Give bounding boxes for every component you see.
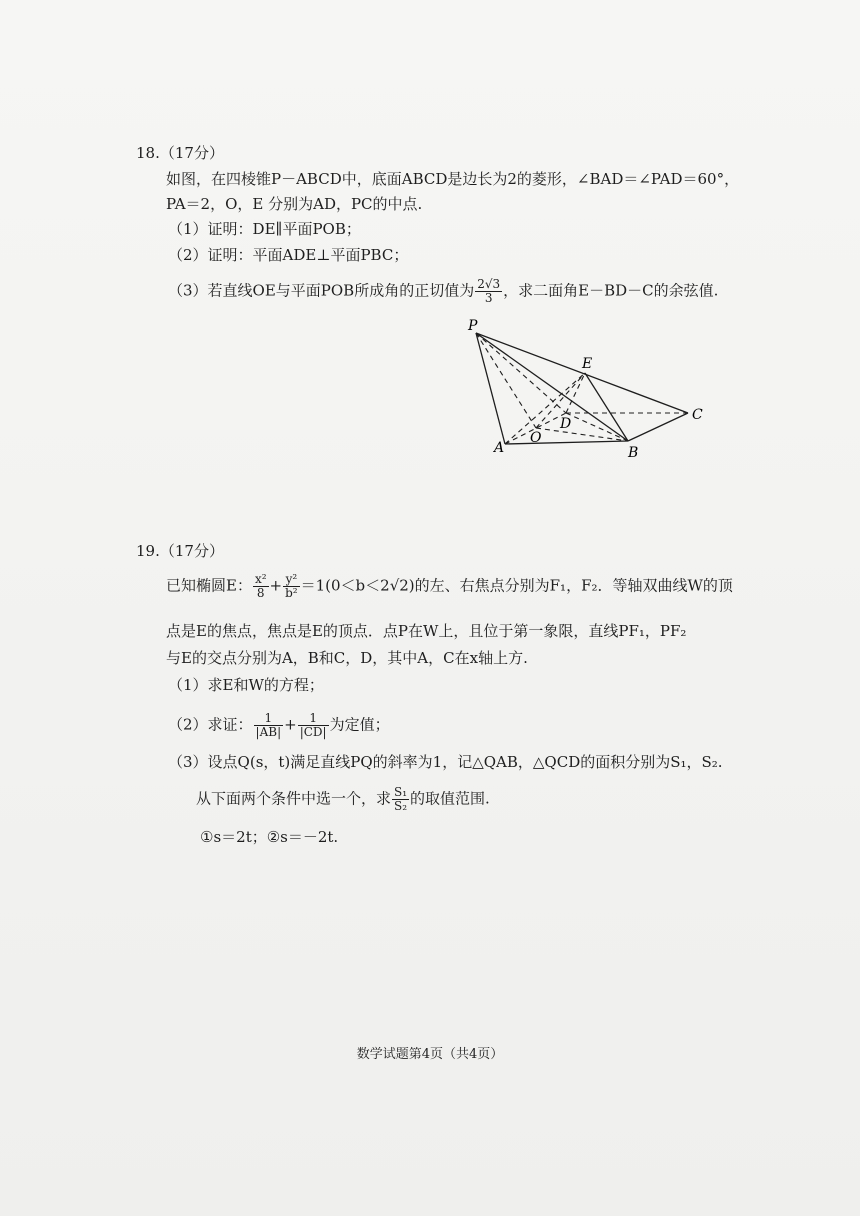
ellipse-y-term [283, 573, 300, 600]
abs-CD: |CD| [299, 725, 327, 739]
label-A: A [494, 440, 505, 456]
edge-PB [476, 333, 628, 441]
edge-PO [476, 333, 536, 428]
q19-part2-text-a: （2）求证： [168, 715, 253, 734]
label-P: P [468, 318, 478, 334]
q19-stem-line1 [166, 573, 733, 600]
q18-stem-line1: 如图，在四棱锥P－ABCD中，底面ABCD是边长为2的菱形，∠BAD＝∠PAD＝60°， [166, 170, 740, 188]
pyramid-figure [460, 315, 720, 465]
page-footer: 数学试题第4页（共4页） [356, 1047, 504, 1062]
fraction-1-over-AB [254, 712, 284, 739]
q19-stem-text-b: ＝1(0＜b＜2√2)的左、右焦点分别为F₁，F₂．等轴双曲线W的顶 [300, 576, 733, 595]
q19-part3: （3）设点Q(s，t)满足直线PQ的斜率为1，记△QAB，△QCD的面积分别为S₁，S₂. [168, 753, 723, 771]
tangent-fraction-numerator: 2√3 [477, 277, 501, 291]
q18-part3-text-b: ，求二面角E－BD－C的余弦值. [503, 281, 719, 300]
y-squared: y² [283, 573, 300, 587]
q19-part3-choice-text-b: 的取值范围. [410, 789, 490, 808]
denominator-8: 8 [256, 586, 265, 600]
edge-PC [476, 333, 688, 413]
edge-OB [536, 428, 628, 441]
q19-part1: （1）求E和W的方程； [168, 676, 324, 694]
q19-part3-choice-text-a: 从下面两个条件中选一个，求 [196, 789, 392, 808]
q18-stem-line2: PA＝2，O，E 分别为AD，PC的中点. [166, 195, 423, 213]
label-B: B [628, 445, 639, 461]
q19-part2-text-b: 为定值； [329, 715, 390, 734]
label-D: D [560, 416, 572, 432]
tangent-fraction-denominator: 3 [484, 291, 493, 305]
edge-BE [585, 373, 628, 441]
fraction-S1-over-S2 [392, 786, 409, 813]
ellipse-x-term [253, 573, 269, 600]
plus-sign: + [269, 576, 283, 595]
q18-part2: （2）证明：平面ADE⊥平面PBC； [168, 246, 409, 264]
q18-part1: （1）证明：DE∥平面POB； [168, 220, 361, 238]
q19-stem-line2: 点是E的焦点，焦点是E的顶点．点P在W上，且位于第一象限，直线PF₁，PF₂ [166, 622, 687, 640]
abs-AB: |AB| [255, 725, 282, 739]
S1: S₁ [394, 785, 408, 799]
b-squared: b² [285, 586, 298, 600]
q19-part2 [168, 712, 390, 739]
q19-part3-choice [196, 786, 490, 813]
edge-DE [566, 373, 585, 413]
label-O: O [530, 430, 542, 446]
plus-sign-2: + [284, 715, 297, 734]
q19-stem-text-a: 已知椭圆E： [166, 576, 252, 595]
tangent-fraction [475, 278, 502, 305]
q18-header: 18.（17分） [136, 144, 224, 162]
x-squared: x² [254, 572, 267, 586]
q19-stem-line3: 与E的交点分别为A，B和C，D，其中A，C在x轴上方. [166, 649, 528, 667]
q19-header: 19.（17分） [136, 542, 224, 560]
edge-BC [628, 413, 688, 441]
q18-part3-text-a: （3）若直线OE与平面POB所成角的正切值为 [168, 281, 475, 300]
label-C: C [692, 407, 703, 423]
numerator-1-cd: 1 [298, 712, 329, 726]
numerator-1-ab: 1 [254, 712, 284, 726]
label-E: E [582, 356, 593, 372]
S2: S₂ [394, 799, 408, 813]
fraction-1-over-CD [298, 712, 329, 739]
q18-part3 [168, 278, 718, 305]
q19-conditions: ①s＝2t；②s＝－2t. [200, 828, 339, 846]
edge-AB [505, 441, 628, 444]
edge-PA [476, 333, 505, 444]
edge-PD [476, 333, 566, 413]
